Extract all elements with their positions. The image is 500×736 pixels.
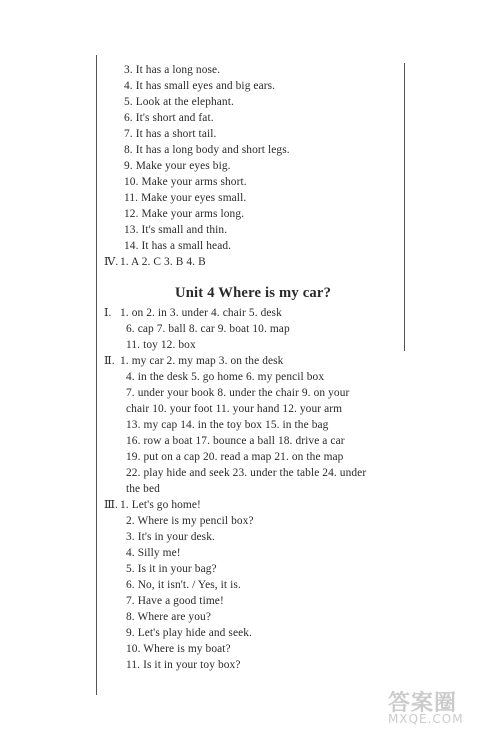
- section-iv-numeral: Ⅳ.: [104, 256, 119, 268]
- watermark-logo-text: 答案圈: [388, 691, 458, 716]
- list-item: 7. under your book 8. under the chair 9. on your: [126, 387, 350, 399]
- right-margin-rule: [404, 63, 405, 351]
- list-item: 4. It has small eyes and big ears.: [124, 80, 276, 92]
- list-item: 11. Is it in your toy box?: [126, 659, 241, 671]
- list-item: chair 10. your foot 11. your hand 12. your arm: [126, 403, 343, 415]
- list-item: 8. It has a long body and short legs.: [124, 144, 290, 156]
- list-item: 6. cap 7. ball 8. car 9. boat 10. map: [126, 323, 290, 335]
- list-item: 4. Silly me!: [126, 547, 181, 559]
- watermark-logo: [382, 686, 492, 730]
- list-item: 12. Make your arms long.: [124, 208, 245, 220]
- list-item: 14. It has a small head.: [124, 240, 232, 252]
- unit-title: Unit 4 Where is my car?: [175, 285, 332, 301]
- list-item: 8. Where are you?: [126, 611, 211, 623]
- list-item: 6. No, it isn't. / Yes, it is.: [126, 579, 241, 591]
- section-iii-numeral: Ⅲ.: [104, 499, 118, 511]
- list-item: 3. It's in your desk.: [126, 531, 215, 543]
- list-item: 16. row a boat 17. bounce a ball 18. drive a car: [126, 435, 345, 447]
- list-item: 6. It's short and fat.: [124, 112, 214, 124]
- list-item: 1. Let's go home!: [120, 499, 201, 511]
- list-item: 7. Have a good time!: [126, 595, 224, 607]
- list-item: 13. my cap 14. in the toy box 15. in the bag: [126, 419, 329, 431]
- list-item: 3. It has a long nose.: [124, 64, 221, 76]
- section-iv-answers: 1. A 2. C 3. B 4. B: [120, 256, 206, 268]
- list-item: 22. play hide and seek 23. under the table 24. under: [126, 467, 367, 479]
- list-item: 11. Make your eyes small.: [124, 192, 247, 204]
- list-item: 4. in the desk 5. go home 6. my pencil box: [126, 371, 325, 383]
- section-ii-numeral: Ⅱ.: [104, 355, 115, 367]
- watermark-logo-url: MXQE.COM: [388, 712, 464, 726]
- list-item: 5. Is it in your bag?: [126, 563, 217, 575]
- list-item: 2. Where is my pencil box?: [126, 515, 254, 527]
- left-margin-rule: [96, 55, 97, 695]
- list-item: 9. Make your eyes big.: [124, 160, 231, 172]
- list-item: 1. on 2. in 3. under 4. chair 5. desk: [120, 307, 282, 319]
- list-item: 11. toy 12. box: [126, 339, 196, 351]
- list-item: 19. put on a cap 20. read a map 21. on the map: [126, 451, 344, 463]
- section-i-numeral: Ⅰ.: [104, 307, 112, 319]
- list-item: the bed: [126, 483, 160, 495]
- list-item: 10. Where is my boat?: [126, 643, 231, 655]
- list-item: 7. It has a short tail.: [124, 128, 217, 140]
- list-item: 9. Let's play hide and seek.: [126, 627, 252, 639]
- list-item: 10. Make your arms short.: [124, 176, 247, 188]
- list-item: 13. It's small and thin.: [124, 224, 228, 236]
- list-item: 5. Look at the elephant.: [124, 96, 234, 108]
- list-item: 1. my car 2. my map 3. on the desk: [120, 355, 284, 367]
